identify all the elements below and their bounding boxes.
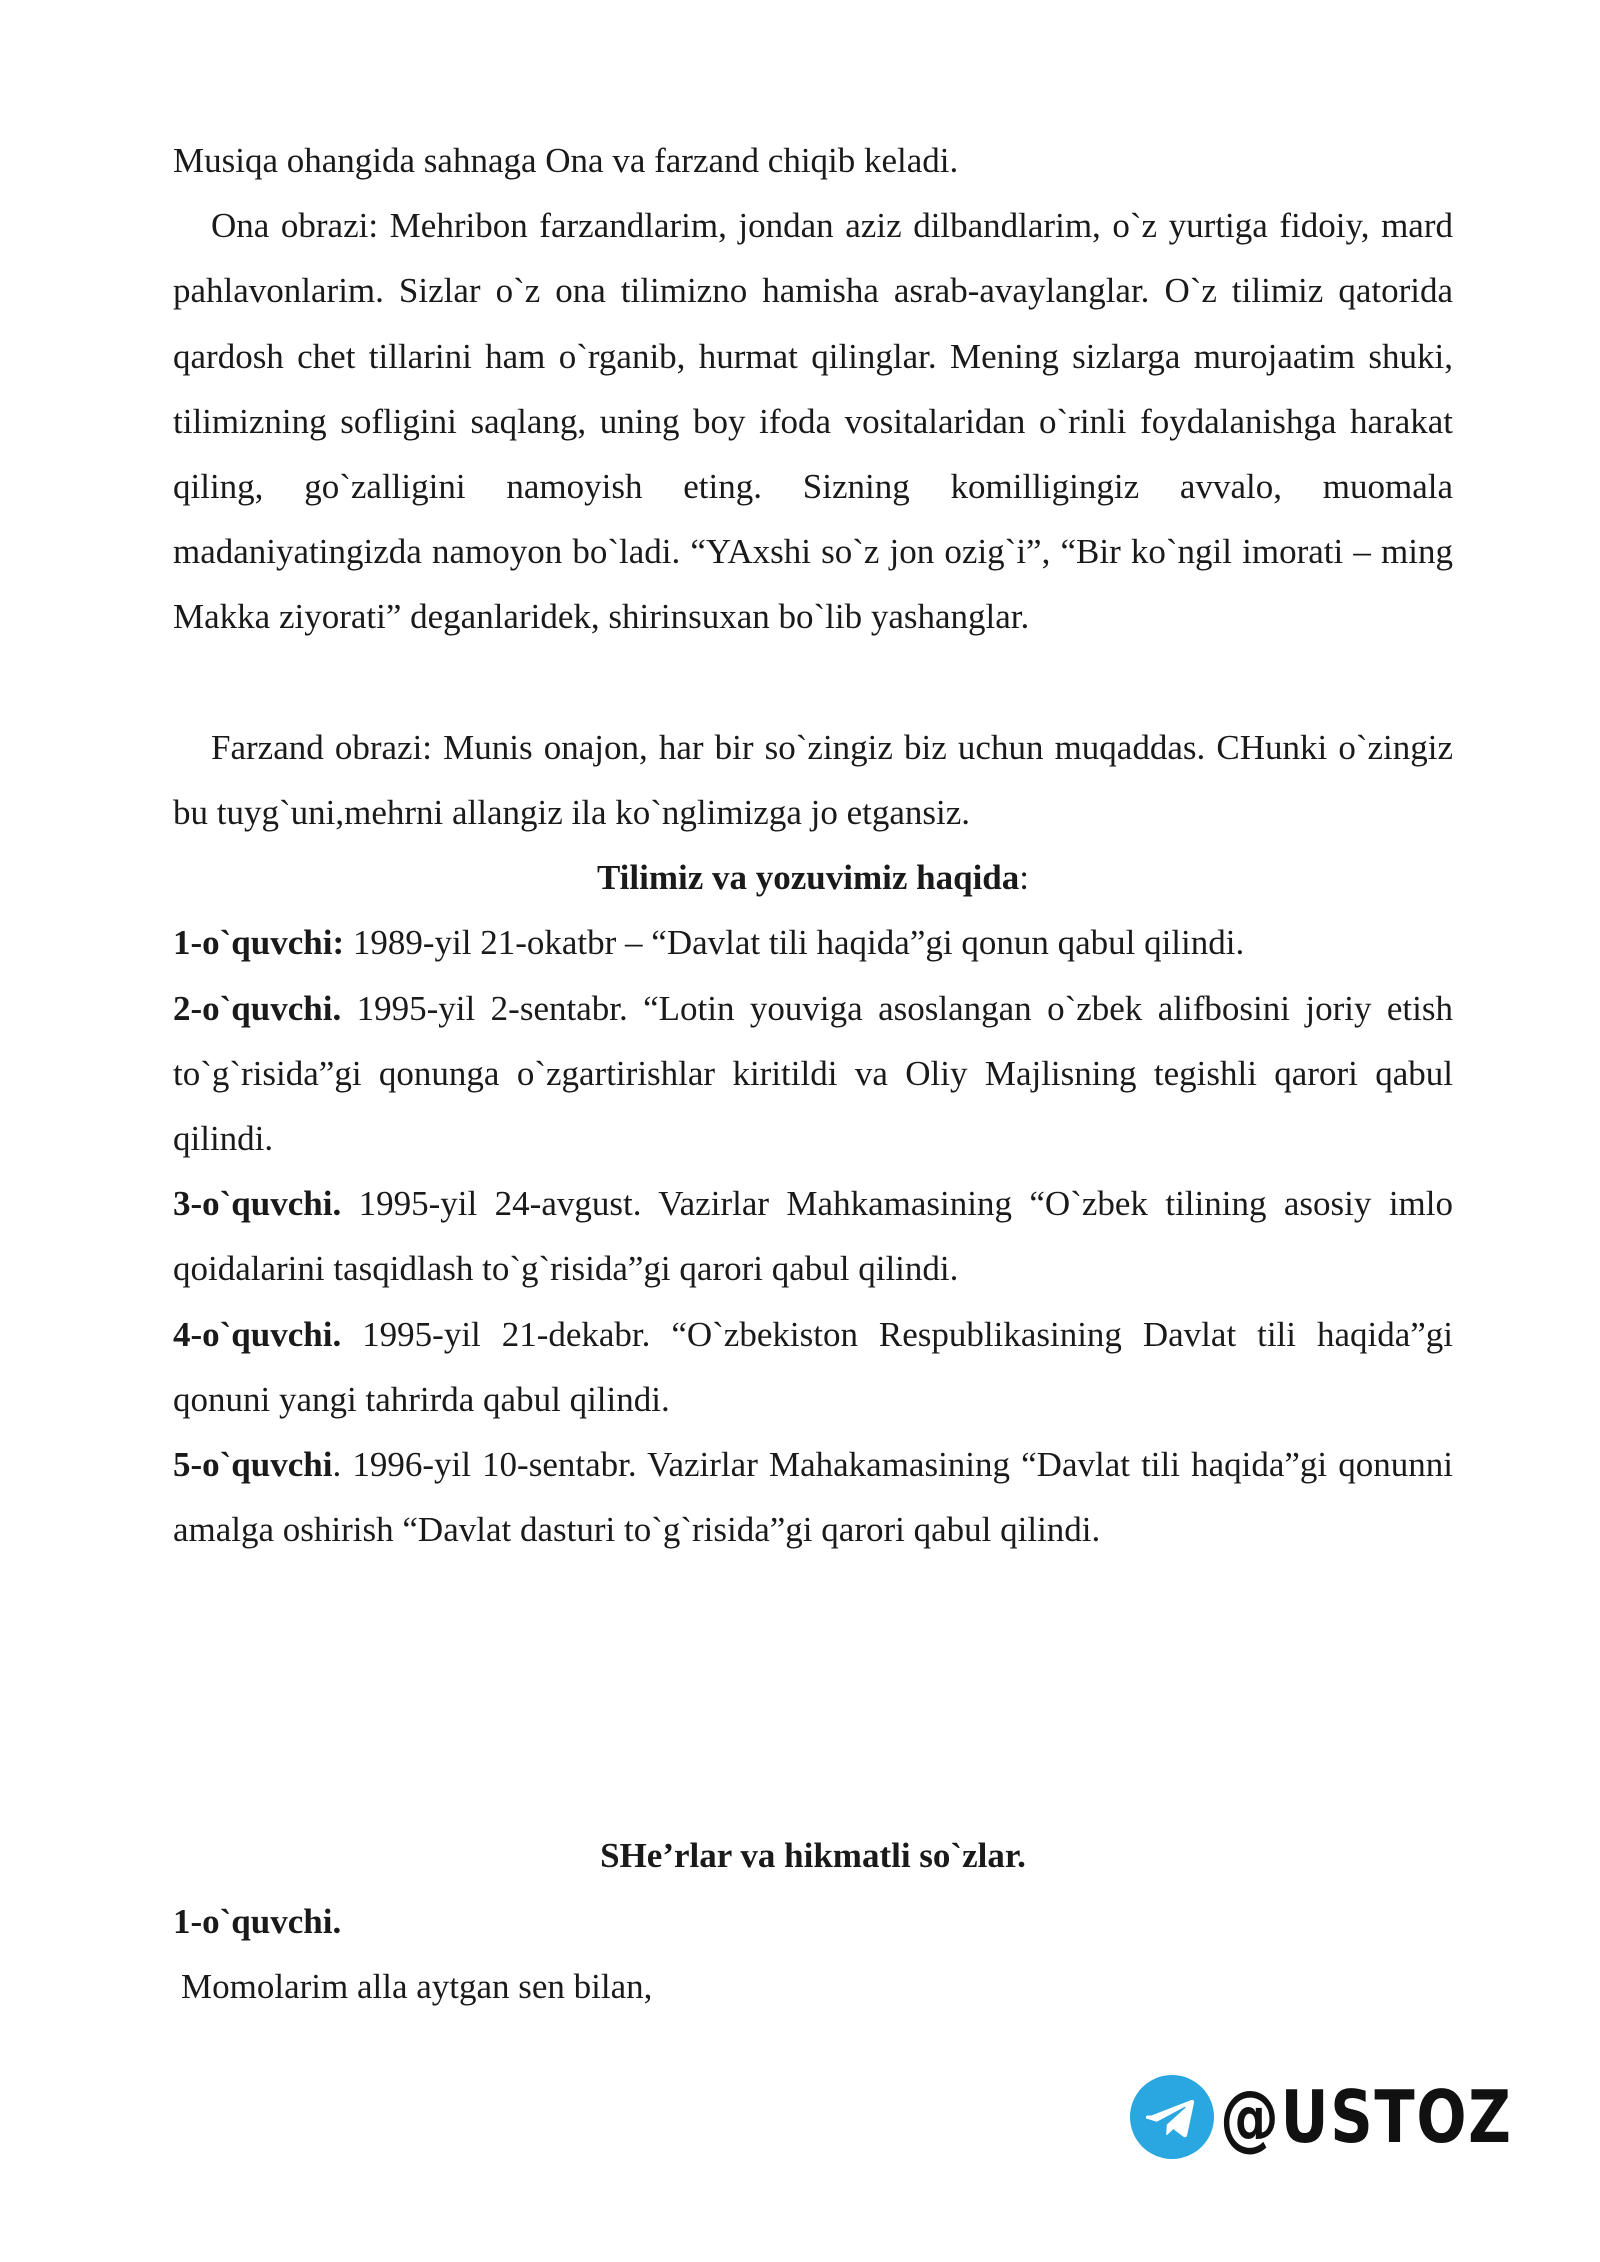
student-label: 3-o`quvchi.	[173, 1184, 342, 1224]
student-label: 2-o`quvchi.	[173, 988, 342, 1028]
section-heading-text: Tilimiz va yozuvimiz haqida	[596, 858, 1020, 898]
poem-line: Momolarim alla aytgan sen bilan,	[181, 1966, 653, 2006]
poem-student-label: 1-o`quvchi.	[173, 1901, 342, 1941]
ona-speech: Ona obrazi: Mehribon farzandlarim, jondan aziz dilbandlarim, o`z yurtiga fidoiy, mard pahlavonlarim. Sizlar o`z ona tilimizno hamisha asrab-avaylanglar. O`z tilimiz qatorida qardosh chet tillarini ham o`rganib, hurmat qilinglar. Mening sizlarga murojaatim shuki, tilimizning sofligini saqlang, uning boy ifoda vositalaridan o`rinli foydalanishga harakat qiling, go`zalligini namoyish eting. Sizning komilligingiz avvalo, muomala madaniyatingizda namoyon bo`ladi. “YAxshi so`z jon ozig`i”, “Bir ko`ngil imorati – ming Makka ziyorati” deganlaridek, shirinsuxan bo`lib yashanglar.	[173, 206, 1453, 637]
document-body	[173, 128, 1453, 2019]
item-text: 1989-yil 21-okatbr – “Davlat tili haqida”gi qonun qabul qilindi.	[344, 923, 1245, 963]
intro-line: Musiqa ohangida sahnaga Ona va farzand chiqib keladi.	[173, 141, 959, 180]
list-item	[173, 1432, 1453, 1562]
spacer	[173, 650, 1453, 715]
section-heading-language	[173, 845, 1453, 910]
list-item	[173, 976, 1453, 1172]
spacer	[173, 1562, 1453, 1823]
brand-handle: @USTOZ	[1220, 2075, 1513, 2159]
item-text: . 1996-yil 10-sentabr. Vazirlar Mahakamasining “Davlat tili haqida”gi qonunni amalga oshirish “Davlat dasturi to`g`risida”gi qarori qabul qilindi.	[173, 1445, 1453, 1550]
item-text: 1995-yil 2-sentabr. “Lotin youviga asoslangan o`zbek alifbosini joriy etish to`g`risida”gi qonunga o`zgartirishlar kiritildi va Oliy Majlisning tegishli qarori qabul qilindi.	[173, 988, 1453, 1159]
student-label: 4-o`quvchi.	[173, 1314, 342, 1354]
section-heading-poems: SHe’rlar va hikmatli so`zlar.	[600, 1836, 1026, 1876]
section-heading-colon: :	[1019, 858, 1030, 898]
list-item	[173, 1302, 1453, 1432]
farzand-speech: Farzand obrazi: Munis onajon, har bir so`zingiz biz uchun muqaddas. CHunki o`zingiz bu tuyg`uni,mehrni allangiz ila ko`nglimizga jo etgansiz.	[173, 727, 1453, 833]
student-label: 1-o`quvchi:	[173, 923, 345, 963]
watermark-brand	[1130, 2072, 1577, 2162]
item-text: 1995-yil 24-avgust. Vazirlar Mahkamasining “O`zbek tilining asosiy imlo qoidalarini tasqidlash to`g`risida”gi qarori qabul qilindi.	[173, 1184, 1453, 1289]
list-item	[173, 910, 1453, 975]
item-text: 1995-yil 21-dekabr. “O`zbekiston Respublikasining Davlat tili haqida”gi qonuni yangi tahrirda qabul qilindi.	[173, 1314, 1453, 1419]
telegram-icon	[1130, 2075, 1214, 2159]
list-item	[173, 1171, 1453, 1301]
student-label: 5-o`quvchi	[173, 1445, 333, 1485]
